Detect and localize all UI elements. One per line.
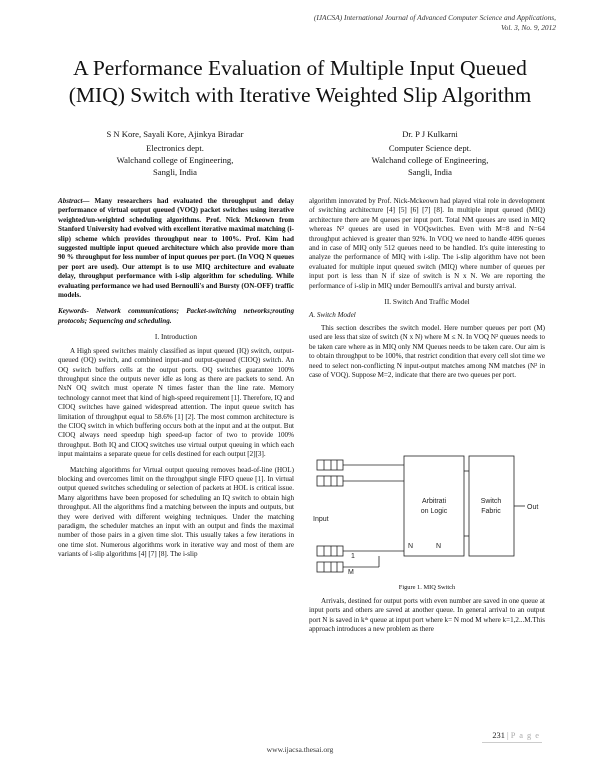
journal-name: (IJACSA) International Journal of Advanced Computer Science and Applications, (313, 13, 556, 22)
figure-caption: Figure 1. MIQ Switch (398, 584, 456, 591)
right-column-continued (309, 597, 545, 635)
arbitration-logic-box (404, 456, 464, 556)
author-names: Dr. P J Kulkarni (402, 129, 458, 139)
n-label-left: N (408, 543, 414, 550)
intro-paragraph-1: A High speed switches mainly classified as input queued (IQ) switch, output-queued (OQ) switch, and combined input-and output-queued (CIOQ) switch. An OQ switch buffers cells at the output ports. OQ switches guarantee 100% throughput since the outputs never idle as long as there are packets to send. An NxN OQ switch must operate N times faster than the line rate. Memory technology cannot meet that kind of high-speed requirement [1]. Therefore, IQ and CIOQ switches have gained widespread attention. The input queue switch has limitation of throughput equal to 58.6% [1] [2]. The most common architecture is the CIOQ switch in which buffering occurs both at the input and at the output. But CIOQ always need speedup high speed-up factor of two to provide 100% throughput. Both IQ and CIOQ switches use virtual output queuing in which each input maintains a separate queue for cells destined for each output [2][3]. (58, 346, 294, 459)
title-line-2: (MIQ) Switch with Iterative Weighted Slip Algorithm (68, 83, 532, 107)
keywords (58, 307, 294, 326)
queue-box (317, 546, 343, 556)
author-names: S N Kore, Sayali Kore, Ajinkya Biradar (106, 129, 244, 139)
footer-url[interactable]: www.ijacsa.thesai.org (266, 745, 334, 754)
miq-switch-figure (309, 446, 545, 580)
page-rule (482, 742, 542, 743)
arbiter-label-2: on Logic (420, 508, 448, 515)
input-label: Input (313, 516, 329, 523)
n-label-right: N (436, 543, 442, 550)
right-column (309, 197, 545, 380)
journal-volume: Vol. 3, No. 9, 2012 (500, 23, 556, 32)
left-column (58, 197, 294, 560)
author-block-right (315, 128, 545, 178)
keywords-text: Network communications; Packet-switching networks;routing protocols; Sequencing and scheduling. (58, 307, 294, 325)
switch-fabric-box (469, 456, 514, 556)
author-college: Walchand college of Engineering, (116, 155, 234, 165)
paper-title (20, 55, 580, 109)
right-paragraph-1: algorithm innovated by Prof. Nick-Mckeown had played vital role in development of switching architecture [4] [5] [6] [7] [8]. In multiple input queued (MIQ) architecture there are M queues per input port. Total NM queues are used in MIQ whereas N² queues are used in VOQswitches. Even with M=8 and N=64 throughput achieved is greater than 92%. In VOQ we need to handle 4096 queues and in case of MIQ only 512 queues need to be handled. It's quite interesting to analyze the performance of MIQ with i-slip. The i-slip algorithm have not been evaluated for multiple input queued switch (MIQ) where number of queues per input port is less than N if size of switch is N x N. We are reporting the performance of i-slip in MIQ under Bernoulli's arrival and bursty arrival. (309, 197, 545, 290)
fabric-label-1: Switch (480, 498, 502, 505)
author-college: Walchand college of Engineering, (371, 155, 489, 165)
page-number (492, 731, 540, 740)
queue-box (317, 476, 343, 486)
author-dept: Computer Science dept. (388, 143, 472, 153)
queue-label-one: 1 (351, 553, 355, 560)
keywords-label: Keywords- (58, 307, 89, 316)
arbiter-label-1: Arbitrati (421, 498, 447, 505)
output-label: Out (527, 504, 539, 511)
intro-paragraph-2: Matching algorithms for Virtual output queuing removes head-of-line (HOL) blocking and overcomes limit on the throughput single FIFO queue [1]. In virtual output queued switches scheduling or selection of packets at HOL is critical issue. Many algorithms have been proposed for scheduling an IQ switch to obtain high throughput. All the algorithms find a matching between the inputs and outputs, but they were derived with different weighing techniques. Under the matching paradigm, the scheduler matches an input with an output and finds the maximal number of those pairs in a given time slot. This usually takes a few iterations in one time slot. Numerous algorithms work in iterative way and most of them are variants of i-slip algorithms [4] [7] [8]. The i-slip (58, 465, 294, 559)
author-place: Sangli, India (153, 167, 197, 177)
author-block-left (60, 128, 290, 178)
queue-label-m: M (348, 569, 354, 576)
subsection-heading: A. Switch Model (309, 311, 356, 320)
model-paragraph-2: Arrivals, destined for output ports with even number are saved in one queue at input ports and others are saved at another queue. In general arrival to an output port N is saved in kᵗʰ queue at input port where k= N mod M where k=1,2...M.This approach introduces a new problem as there (309, 597, 545, 634)
fabric-label-2: Fabric (481, 508, 501, 515)
page-word: P a g e (510, 731, 540, 740)
page-number-value: 231 (492, 731, 505, 740)
queue-box (317, 460, 343, 470)
abstract (58, 197, 294, 300)
abstract-label: Abstract— (58, 197, 90, 205)
journal-header (216, 13, 556, 33)
section-heading-switch-model: II. Switch And Traffic Model (384, 297, 470, 307)
abstract-text: Many researchers had evaluated the throughput and delay performance of virtual output queued (VOQ) packet switches using iterative weighted/un-weighted scheduling algorithms. Prof. Nick Mckeown from Stanford University had evolved with excellent iterative maximal matching (i-slip) scheme which provides throughput near to 100%. Prof. Kim had suggested multiple input queued architecture which also provide more than 90 % throughput for less number of input queues per port. (In VOQ N queues per port are used). Our attempt is to use MIQ architecture and evaluate delay, throughput performance with i-slip algorithm for scheduling. While evaluating performance we had used Bernoulli's and Bursty (ON-OFF) traffic models. (58, 197, 294, 300)
queue-box (317, 562, 343, 572)
section-heading-introduction: I. Introduction (154, 332, 198, 342)
author-place: Sangli, India (408, 167, 452, 177)
title-line-1: A Performance Evaluation of Multiple Input Queued (73, 56, 527, 80)
model-paragraph-1: This section describes the switch model. Here number queues per port (M) used are less that size of switch (N x N) where M ≤ N. In VOQ N² queues needs to be taken care where as in MIQ only NM Queues needs to be taken care. Our aim is to obtain throughput to be 100%, that restrict condition that every cell slot time we need to select non-conflicting N input-output matches among NM matches (N² in case of VOQ). Suppose M=2, indicate that there are two queues per port. (309, 323, 545, 379)
author-dept: Electronics dept. (146, 143, 204, 153)
page-separator: | (506, 731, 509, 740)
